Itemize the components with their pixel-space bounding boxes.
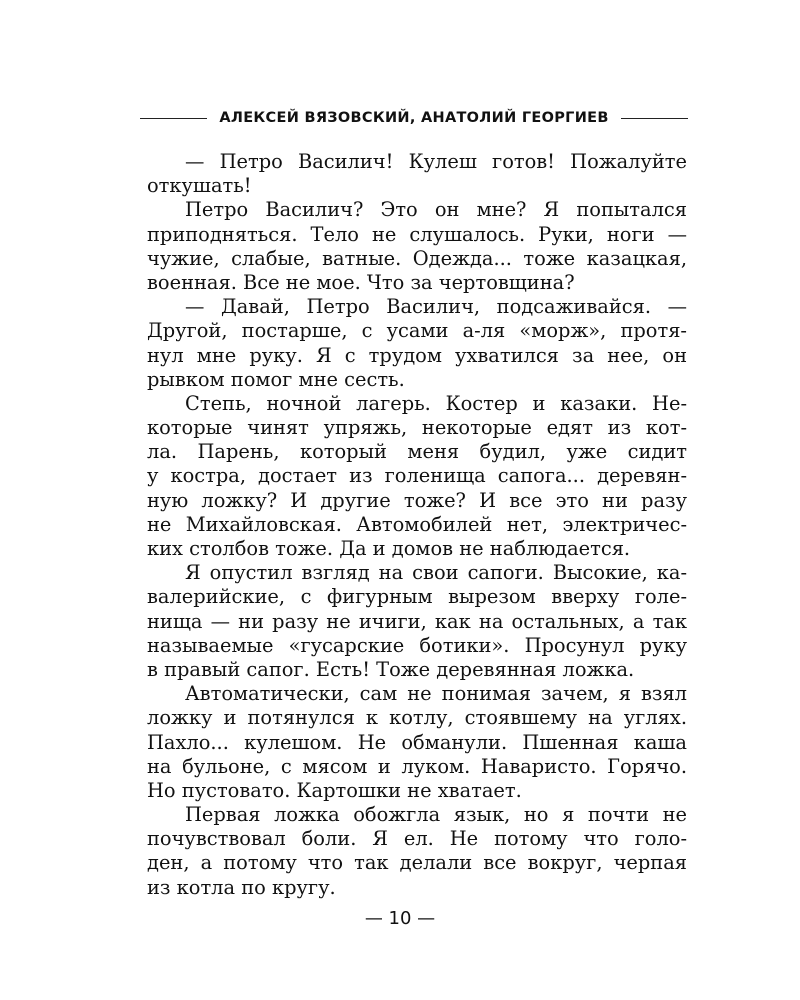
text-line: нул мне руку. Я с трудом ухватился за нее, он bbox=[147, 343, 687, 367]
text-line: не Михайловская. Автомобилей нет, электричес- bbox=[147, 512, 687, 536]
text-line: Степь, ночной лагерь. Костер и казаки. Не- bbox=[185, 391, 687, 415]
text-line: Петро Василич? Это он мне? Я попытался bbox=[185, 198, 687, 222]
text-line: ла. Парень, который меня будил, уже сидит bbox=[147, 440, 687, 464]
text-line: из котла по кругу. bbox=[147, 875, 336, 899]
text-line: Я опустил взгляд на свои сапоги. Высокие, ка- bbox=[185, 561, 687, 585]
text-line: чужие, слабые, ватные. Одежда... тоже казацкая, bbox=[147, 246, 687, 270]
text-line: в правый сапог. Есть! Тоже деревянная ложка. bbox=[147, 657, 635, 681]
text-line: валерийские, с фигурным вырезом вверху голе- bbox=[147, 585, 687, 609]
text-line: на бульоне, с мясом и луком. Наваристо. Горячо. bbox=[147, 754, 687, 778]
header-rule-left bbox=[140, 118, 207, 119]
text-line: военная. Все не мое. Что за чертовщина? bbox=[147, 270, 575, 294]
text-line: Первая ложка обожгла язык, но я почти не bbox=[185, 803, 687, 827]
header-authors: АЛЕКСЕЙ ВЯЗОВСКИЙ, АНАТОЛИЙ ГЕОРГИЕВ bbox=[219, 110, 609, 126]
text-line: почувствовал боли. Я ел. Не потому что голо- bbox=[147, 827, 687, 851]
text-line: которые чинят упряжь, некоторые едят из кот- bbox=[147, 416, 687, 440]
page-body bbox=[147, 150, 687, 900]
text-line: Пахло... кулешом. Не обманули. Пшенная каша bbox=[147, 730, 687, 754]
text-line: приподняться. Тело не слушалось. Руки, ноги — bbox=[147, 222, 687, 246]
text-line: у костра, достает из голенища сапога... деревян- bbox=[147, 464, 687, 488]
text-line: рывком помог мне сесть. bbox=[147, 367, 405, 391]
text-line: откушать! bbox=[147, 174, 252, 198]
text-line: Автоматически, сам не понимая зачем, я взял bbox=[185, 682, 687, 706]
page-number: — 10 — bbox=[364, 908, 436, 929]
text-line: называемые «гусарские ботики». Просунул руку bbox=[147, 633, 687, 657]
text-line: Другой, постарше, с усами а-ля «морж», протя- bbox=[147, 319, 687, 343]
text-line: нища — ни разу не ичиги, как на остальных, а так bbox=[147, 609, 687, 633]
text-line: Но пустовато. Картошки не хватает. bbox=[147, 778, 522, 802]
text-line: ную ложку? И другие тоже? И все это ни разу bbox=[147, 488, 687, 512]
running-header bbox=[140, 104, 688, 132]
header-rule-right bbox=[621, 118, 688, 119]
text-line: — Петро Василич! Кулеш готов! Пожалуйте bbox=[185, 150, 687, 173]
text-line: ложку и потянулся к котлу, стоявшему на углях. bbox=[147, 706, 687, 730]
text-line: ких столбов тоже. Да и домов не наблюдается. bbox=[147, 537, 631, 560]
text-line: ден, а потому что так делали все вокруг, черпая bbox=[147, 851, 687, 875]
text-line: — Давай, Петро Василич, подсаживайся. — bbox=[185, 295, 687, 319]
